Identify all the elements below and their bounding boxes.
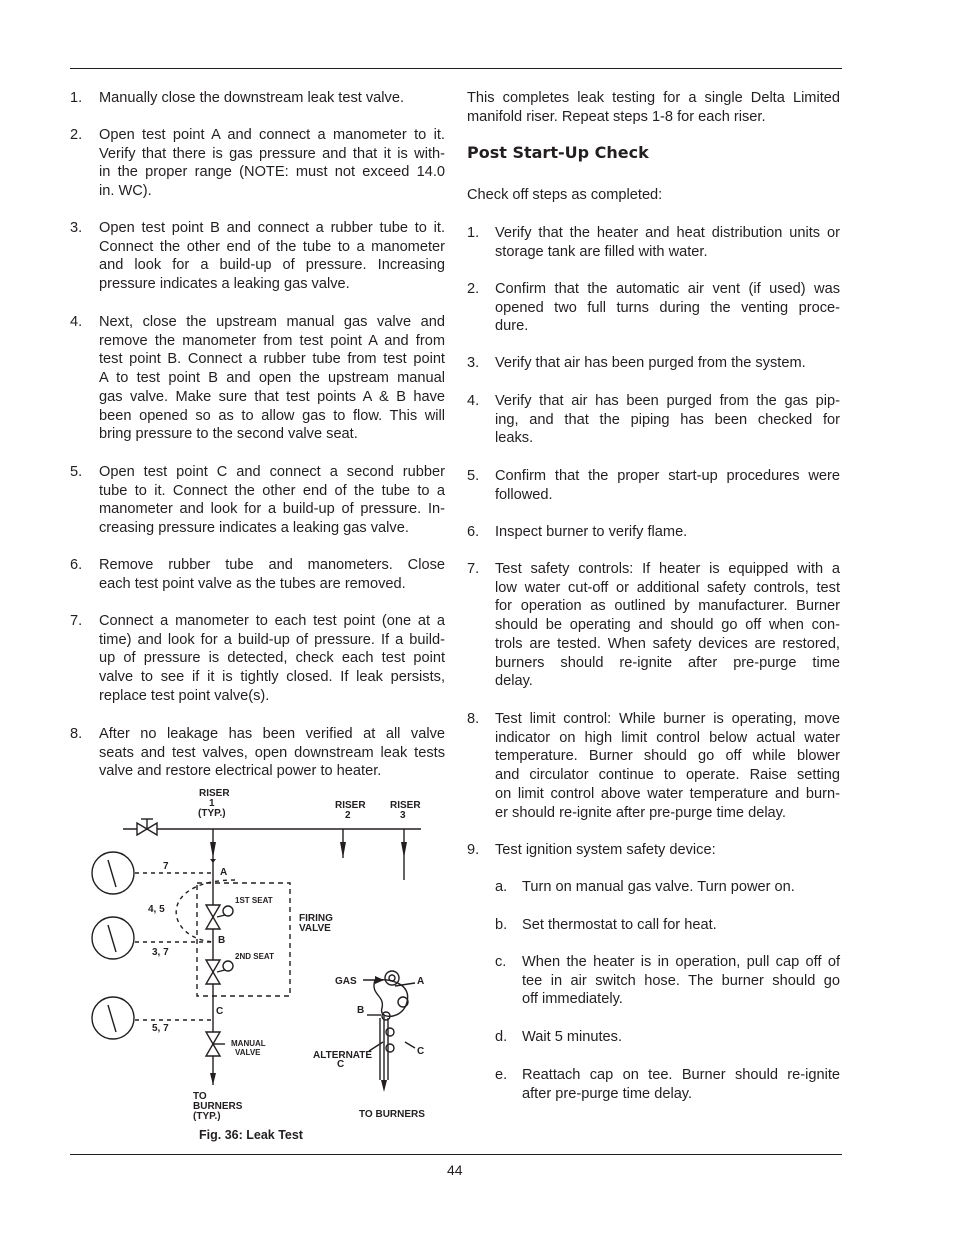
manual-valve-label: MANUAL bbox=[231, 1039, 266, 1048]
text-line: replace test point valve(s). bbox=[99, 687, 270, 704]
list-item-text bbox=[99, 89, 445, 108]
list-item-number: 8. bbox=[467, 711, 480, 727]
text-line: Test safety controls: If heater is equipped with a bbox=[495, 561, 840, 577]
gas-valve-c-label: C bbox=[417, 1046, 425, 1057]
to-burners-typ-label: TO bbox=[193, 1091, 207, 1102]
text-line: leaks. bbox=[495, 430, 534, 447]
text-line: followed. bbox=[495, 486, 553, 503]
list-item-number: 6. bbox=[70, 557, 83, 573]
gas-valve-b-label: B bbox=[357, 1005, 365, 1016]
list-item-text bbox=[99, 463, 445, 538]
text-line: Open test point C and connect a second rubber bbox=[99, 464, 445, 480]
text-line: delay. bbox=[495, 673, 533, 690]
list-item-number: 9. bbox=[467, 842, 480, 858]
text-line: Verify that air has been purged from the gas pip- bbox=[495, 393, 840, 409]
text-line: test point B. Connect a rubber tube from test point bbox=[99, 351, 445, 368]
text-line: Verify that there is gas pressure and that it is with- bbox=[99, 145, 445, 162]
list-item-text bbox=[99, 725, 445, 781]
list-item-text bbox=[99, 612, 445, 706]
list-item-number: 4. bbox=[70, 314, 83, 330]
check-intro: Check off steps as completed: bbox=[467, 187, 663, 203]
text-line: remove the manometer from test point A and from bbox=[99, 332, 445, 349]
text-line: gas valve. Make sure that test points A & B have bbox=[99, 388, 445, 405]
list-item-text bbox=[495, 841, 840, 860]
text-line: indicator on high limit control below actual water bbox=[495, 729, 840, 746]
text-line: tee in air switch hose. The burner should go bbox=[522, 972, 840, 989]
text-line: valve and restore electrical power to heater. bbox=[99, 763, 382, 780]
text-line: Turn on manual gas valve. Turn power on. bbox=[522, 879, 795, 895]
text-line: Confirm that the proper start-up procedures were bbox=[495, 468, 840, 484]
to-burners-typ-label: (TYP.) bbox=[193, 1111, 221, 1122]
list-item-text bbox=[495, 392, 840, 448]
list-item-text bbox=[495, 523, 840, 542]
text-line: Verify that air has been purged from the system. bbox=[495, 355, 806, 371]
text-line: manometer and look for a build-up of pressure. In- bbox=[99, 501, 445, 518]
text-line: up of pressure is detected, check each test point bbox=[99, 650, 445, 667]
test-point-b-label: B bbox=[218, 935, 226, 946]
text-line: Verify that the heater and heat distribution units or bbox=[495, 225, 840, 241]
list-item-text bbox=[99, 313, 445, 444]
text-line: After no leakage has been verified at all valve bbox=[99, 726, 445, 742]
step-7-label: 7 bbox=[163, 861, 169, 872]
list-item-number: 1. bbox=[467, 225, 480, 241]
text-line: Next, close the upstream manual gas valve and bbox=[99, 314, 445, 330]
leak-test-figure bbox=[85, 780, 445, 1145]
text-line: valve to see if it is tightly closed. If leak persists, bbox=[99, 669, 445, 686]
right-column bbox=[467, 0, 842, 1110]
text-line: time) and look for a build-up of pressure. If a build- bbox=[99, 631, 445, 648]
manual-valve-label: VALVE bbox=[235, 1048, 261, 1057]
list-item-text bbox=[495, 467, 840, 504]
list-item-number: d. bbox=[495, 1029, 508, 1045]
firing-valve-label: VALVE bbox=[299, 923, 331, 934]
figure-caption: Fig. 36: Leak Test bbox=[199, 1128, 303, 1142]
text-line: Set thermostat to call for heat. bbox=[522, 917, 717, 933]
text-line: for operation as outlined by manufacturer. Burner bbox=[495, 598, 840, 615]
list-item-text bbox=[522, 916, 840, 935]
step-3-7-label: 3, 7 bbox=[152, 947, 169, 958]
alternate-c-label: C bbox=[337, 1059, 345, 1070]
text-line: burners should re-ignite after pre-purge time bbox=[495, 654, 840, 671]
text-line: been opened so as to allow gas to flow. This will bbox=[99, 407, 445, 424]
text-line: Confirm that the automatic air vent (if used) was bbox=[495, 281, 840, 297]
riser-1-number: 1 bbox=[209, 798, 215, 809]
list-item-number: a. bbox=[495, 879, 508, 895]
list-item-number: 4. bbox=[467, 393, 480, 409]
riser-1-label: RISER bbox=[199, 788, 230, 799]
text-line: creasing pressure indicates a leaking gas valve. bbox=[99, 520, 409, 537]
intro-paragraph bbox=[467, 89, 840, 126]
riser-2-label: RISER bbox=[335, 800, 366, 811]
list-item-number: 2. bbox=[70, 127, 83, 143]
test-point-c-label: C bbox=[216, 1006, 224, 1017]
text-line: low water cut-off or additional safety controls, test bbox=[495, 579, 840, 596]
text-line: Connect the other end of the tube to a manometer bbox=[99, 238, 445, 255]
list-item-text bbox=[522, 878, 840, 897]
list-item-number: 1. bbox=[70, 90, 83, 106]
text-line: Test limit control: While burner is operating, move bbox=[495, 711, 840, 727]
step-4-5-label: 4, 5 bbox=[148, 904, 165, 915]
text-line: in the proper range (NOTE: must not exceed 14.0 bbox=[99, 164, 445, 181]
intro-line: manifold riser. Repeat steps 1-8 for each riser. bbox=[467, 108, 766, 125]
list-item-text bbox=[495, 224, 840, 261]
alternate-c-label: ALTERNATE bbox=[313, 1050, 373, 1061]
test-point-a-label: A bbox=[220, 867, 228, 878]
text-line: trols are tested. When safety devices are restored, bbox=[495, 635, 840, 652]
gas-valve-a-label: A bbox=[417, 976, 425, 987]
left-column bbox=[70, 0, 446, 790]
text-line: Manually close the downstream leak test valve. bbox=[99, 90, 404, 106]
text-line: Wait 5 minutes. bbox=[522, 1029, 623, 1045]
riser-3-label: RISER bbox=[390, 800, 421, 811]
list-item-text bbox=[495, 560, 840, 691]
list-item-number: 3. bbox=[70, 220, 83, 236]
text-line: tube to it. Connect the other end of the tube to a bbox=[99, 482, 445, 499]
text-line: dure. bbox=[495, 318, 529, 335]
text-line: each test point valve as the tubes are removed. bbox=[99, 575, 406, 592]
text-line: Open test point A and connect a manometer to it. bbox=[99, 127, 445, 143]
list-item-number: b. bbox=[495, 917, 508, 933]
list-item-number: 5. bbox=[70, 464, 83, 480]
text-line: Inspect burner to verify flame. bbox=[495, 524, 688, 540]
text-line: on limit control above water temperature and burn- bbox=[495, 785, 840, 802]
list-item-text bbox=[99, 556, 445, 593]
list-item-text bbox=[522, 953, 840, 1009]
riser-2-number: 2 bbox=[345, 810, 351, 821]
to-burners-typ-label: BURNERS bbox=[193, 1101, 243, 1112]
list-item-number: 5. bbox=[467, 468, 480, 484]
riser-3-number: 3 bbox=[400, 810, 406, 821]
text-line: temperature. Burner should go off while blower bbox=[495, 748, 840, 765]
list-item-text bbox=[495, 280, 840, 336]
list-item-number: 6. bbox=[467, 524, 480, 540]
list-item-number: e. bbox=[495, 1067, 508, 1083]
text-line: and circulator continue to operate. Raise setting bbox=[495, 767, 840, 784]
list-item-text bbox=[495, 710, 840, 822]
list-item-number: c. bbox=[495, 954, 507, 970]
text-line: should be operating and should go off when con- bbox=[495, 617, 840, 634]
second-seat-label: 2ND SEAT bbox=[235, 952, 274, 961]
text-line: and look for a build-up of pressure. Increasing bbox=[99, 257, 445, 274]
text-line: bring pressure to the second valve seat. bbox=[99, 426, 358, 443]
bottom-rule bbox=[70, 1154, 842, 1155]
text-line: off immediately. bbox=[522, 991, 623, 1008]
text-line: Reattach cap on tee. Burner should re-ignite bbox=[522, 1067, 840, 1083]
list-item-number: 2. bbox=[467, 281, 480, 297]
step-5-7-label: 5, 7 bbox=[152, 1023, 169, 1034]
text-line: seats and test valves, open downstream leak tests bbox=[99, 744, 445, 761]
gas-label: GAS bbox=[335, 976, 357, 987]
text-line: Remove rubber tube and manometers. Close bbox=[99, 557, 445, 573]
page-number: 44 bbox=[447, 1162, 463, 1178]
text-line: in. WC). bbox=[99, 183, 152, 200]
list-item-number: 8. bbox=[70, 726, 83, 742]
list-item-text bbox=[99, 126, 445, 201]
text-line: er should re-ignite after pre-purge time delay. bbox=[495, 804, 786, 821]
text-line: Connect a manometer to each test point (one at a bbox=[99, 613, 445, 629]
firing-valve-label: FIRING bbox=[299, 913, 333, 924]
text-line: ing, and that the piping has been checked for bbox=[495, 411, 840, 428]
first-seat-label: 1ST SEAT bbox=[235, 896, 273, 905]
text-line: Test ignition system safety device: bbox=[495, 842, 716, 858]
text-line: A to test point B and open the upstream manual bbox=[99, 370, 445, 387]
text-line: storage tank are filled with water. bbox=[495, 243, 708, 260]
text-line: opened two full turns during the venting proce- bbox=[495, 299, 840, 316]
list-item-text bbox=[522, 1066, 840, 1103]
intro-line: This completes leak testing for a single Delta Limited bbox=[467, 90, 840, 106]
text-line: When the heater is in operation, pull cap off of bbox=[522, 954, 840, 970]
list-item-number: 7. bbox=[467, 561, 480, 577]
list-item-number: 3. bbox=[467, 355, 480, 371]
text-line: after pre-purge time delay. bbox=[522, 1085, 693, 1102]
section-heading: Post Start-Up Check bbox=[467, 143, 649, 162]
list-item-text bbox=[99, 219, 445, 294]
to-burners-label: TO BURNERS bbox=[359, 1109, 425, 1120]
list-item-number: 7. bbox=[70, 613, 83, 629]
text-line: Open test point B and connect a rubber tube to it. bbox=[99, 220, 445, 236]
list-item-text bbox=[522, 1028, 840, 1047]
text-line: pressure indicates a leaking gas valve. bbox=[99, 276, 350, 293]
riser-1-typ: (TYP.) bbox=[198, 808, 226, 819]
list-item-text bbox=[495, 354, 840, 373]
